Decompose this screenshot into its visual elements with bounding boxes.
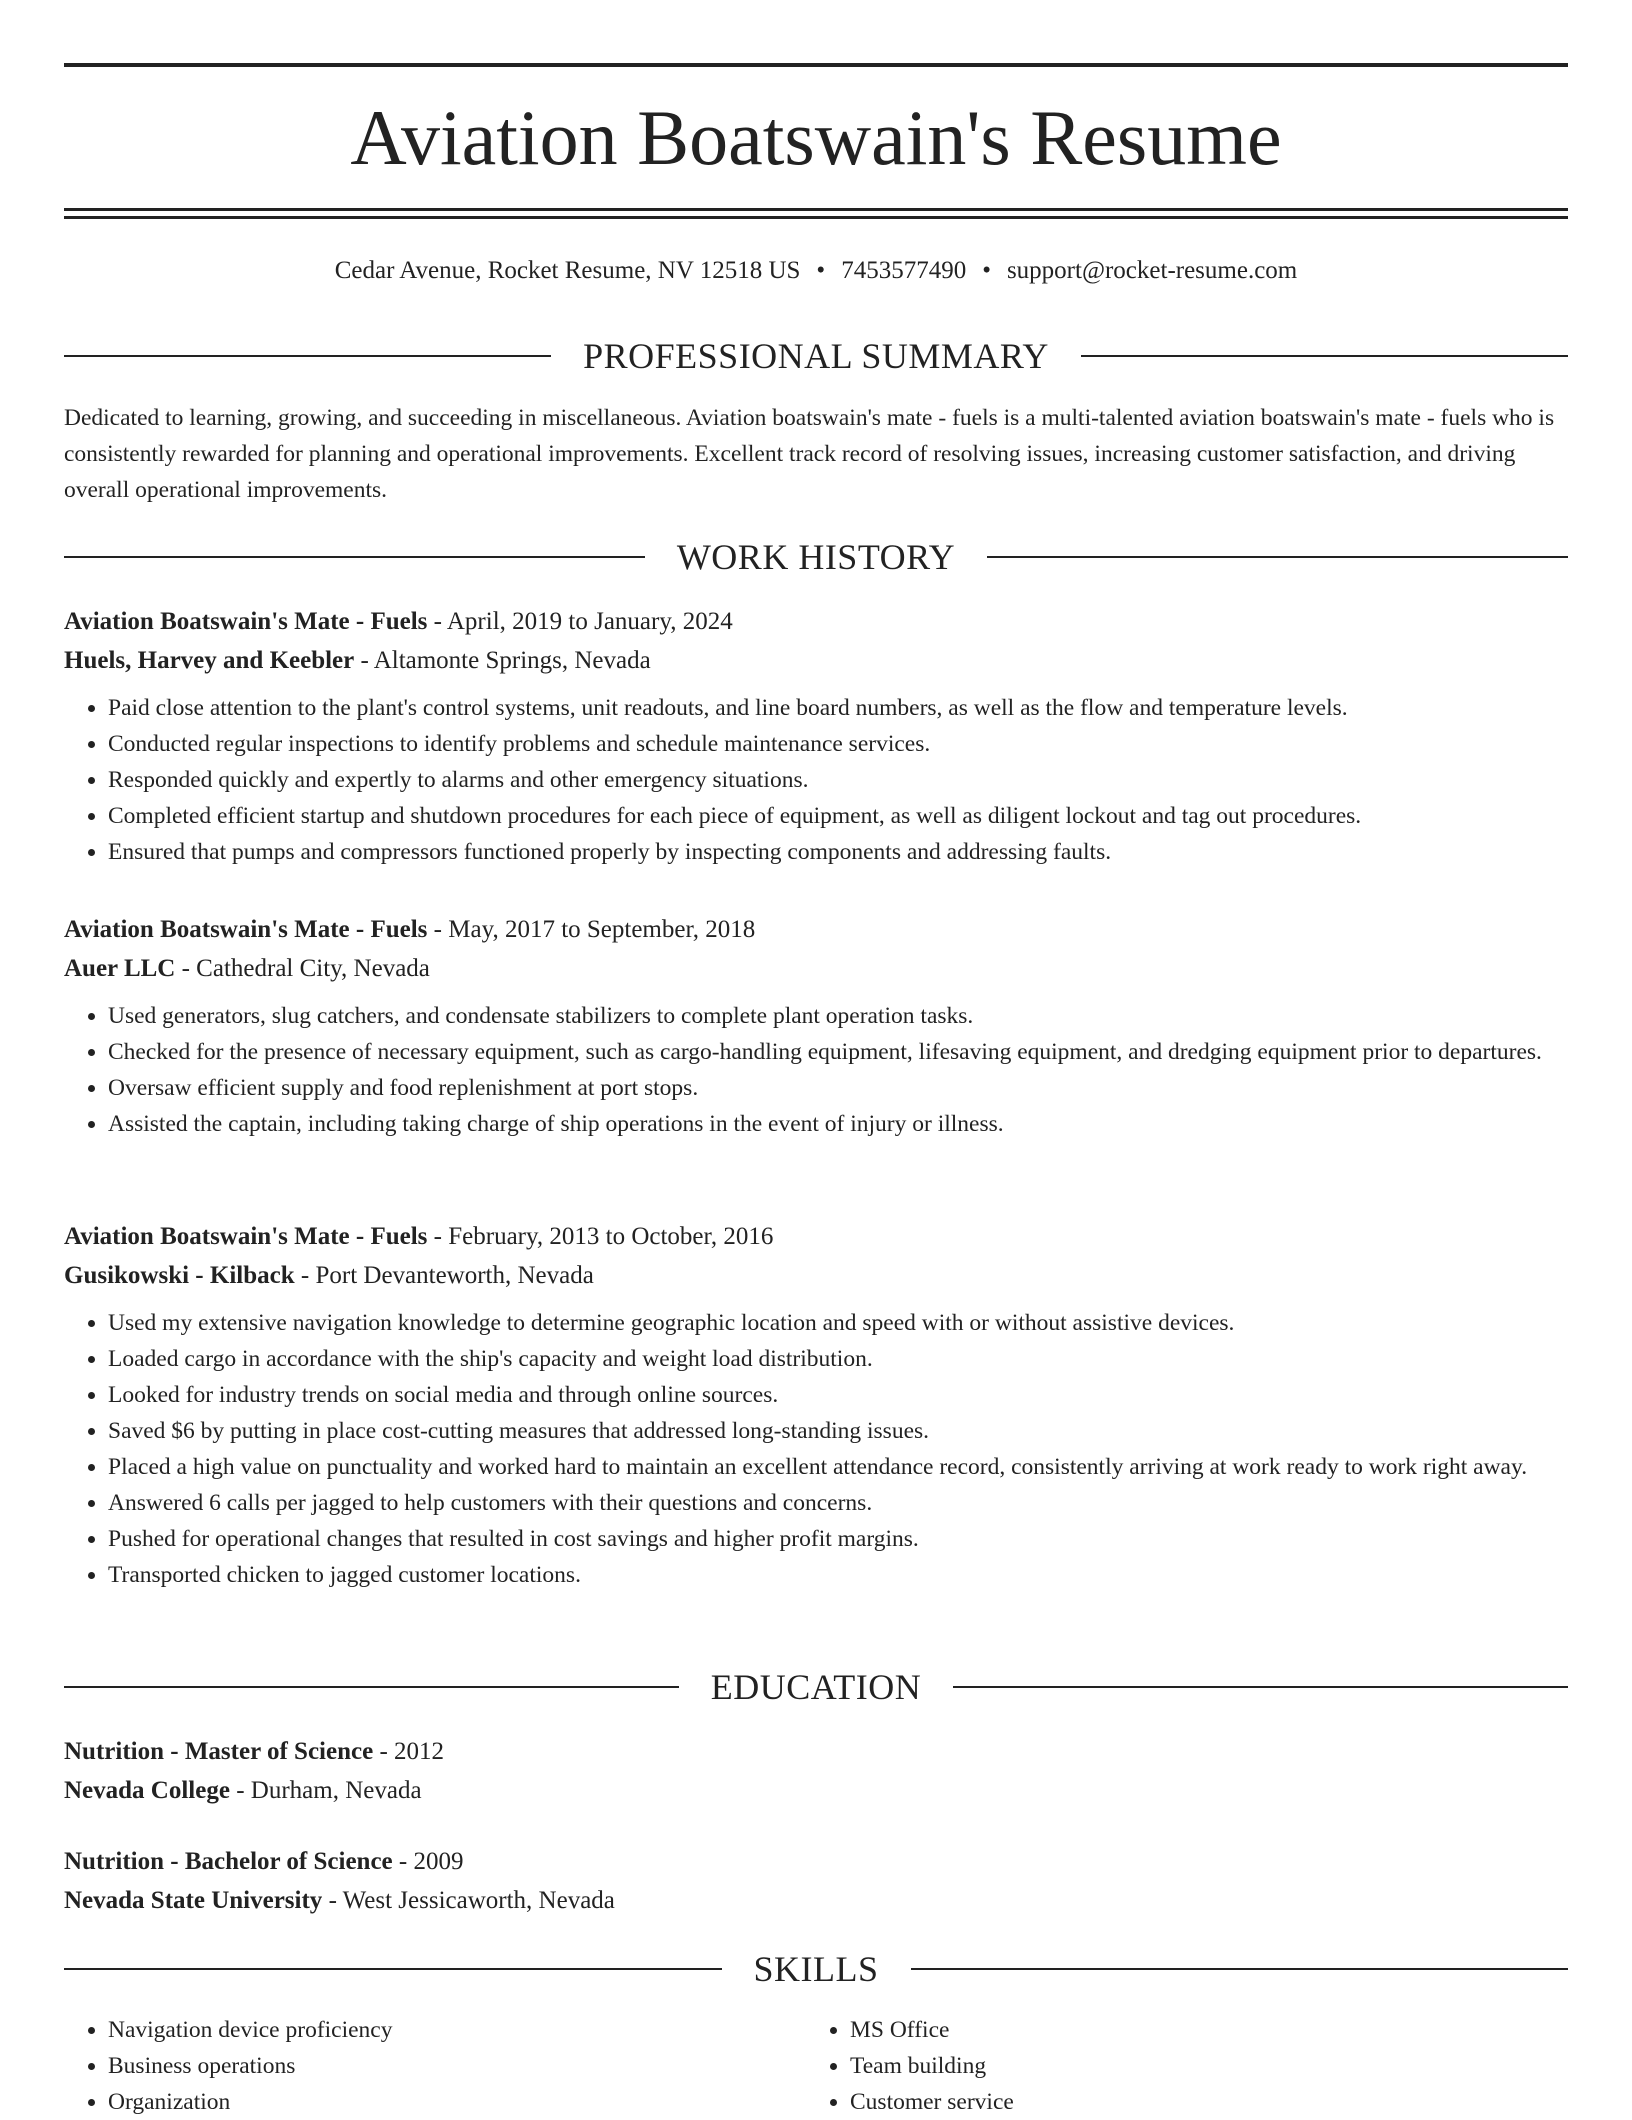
skill-item: • Navigation device proficiency [108, 2012, 764, 2048]
job-title-line [64, 1217, 1568, 1256]
section-header-work [64, 535, 1568, 579]
school-location: - West Jessicaworth, Nevada [322, 1887, 615, 1914]
job-company: Auer LLC [64, 955, 176, 982]
section-rule [1081, 355, 1568, 357]
school: Nevada State University [64, 1887, 323, 1914]
job-title-line [64, 602, 1568, 641]
list-item: • Transported chicken to jagged customer locations. [108, 1557, 1568, 1593]
job-bullets [64, 1305, 1568, 1593]
list-item: • Pushed for operational changes that resulted in cost savings and higher profit margins. [108, 1521, 1568, 1557]
section-title: PROFESSIONAL SUMMARY [583, 336, 1049, 376]
degree: Nutrition - Master of Science [64, 1738, 374, 1765]
degree-year: - 2012 [373, 1738, 445, 1765]
section-header-summary [64, 334, 1568, 378]
job-location: - Cathedral City, Nevada [175, 955, 430, 982]
section-rule [64, 355, 551, 357]
section-rule [64, 1686, 679, 1688]
section-header-education [64, 1665, 1568, 1709]
school-location: - Durham, Nevada [229, 1777, 422, 1804]
skills-list [64, 2012, 764, 2120]
list-item: • Assisted the captain, including taking charge of ship operations in the event of injury or illness. [108, 1106, 1568, 1142]
list-item: • Ensured that pumps and compressors functioned properly by inspecting components and addressing faults. [108, 834, 1568, 870]
resume-title: Aviation Boatswain's Resume [350, 94, 1282, 181]
list-item: • Paid close attention to the plant's control systems, unit readouts, and line board numbers, as well as the flow and temperature levels. [108, 690, 1568, 726]
contact-address: Cedar Avenue, Rocket Resume, NV 12518 US [334, 257, 801, 284]
section-title: SKILLS [753, 1949, 879, 1989]
title-rule-lower [64, 216, 1568, 219]
list-item: • Used generators, slug catchers, and condensate stabilizers to complete plant operation tasks. [108, 998, 1568, 1034]
job-title: Aviation Boatswain's Mate - Fuels [64, 916, 428, 943]
education-entry [64, 1732, 1568, 1810]
skills-column-right [806, 2012, 1506, 2120]
job-company-line [64, 949, 1568, 988]
contact-separator: • [982, 257, 991, 284]
section-title: EDUCATION [710, 1667, 922, 1707]
skill-item: • MS Office [850, 2012, 1506, 2048]
job-location: - Port Devanteworth, Nevada [294, 1262, 594, 1289]
list-item: • Looked for industry trends on social media and through online sources. [108, 1377, 1568, 1413]
list-item: • Completed efficient startup and shutdown procedures for each piece of equipment, as well as diligent lockout and tag out procedures. [108, 798, 1568, 834]
section-rule [911, 1968, 1569, 1970]
skill-item: • Organization [108, 2084, 764, 2120]
job-entry [64, 602, 1568, 870]
job-company-line [64, 1256, 1568, 1295]
degree-line [64, 1842, 1568, 1881]
section-rule [64, 556, 645, 558]
job-bullets [64, 998, 1568, 1142]
title-rule-upper [64, 208, 1568, 211]
job-dates: - May, 2017 to September, 2018 [427, 916, 756, 943]
job-company-line [64, 641, 1568, 680]
contact-email: support@rocket-resume.com [1006, 257, 1298, 284]
list-item: • Saved $6 by putting in place cost-cutting measures that addressed long-standing issues. [108, 1413, 1568, 1449]
skills-list [806, 2012, 1506, 2120]
job-dates: - April, 2019 to January, 2024 [427, 608, 733, 635]
degree-line [64, 1732, 1568, 1771]
list-item: • Loaded cargo in accordance with the ship's capacity and weight load distribution. [108, 1341, 1568, 1377]
education-entry [64, 1842, 1568, 1920]
job-title: Aviation Boatswain's Mate - Fuels [64, 608, 428, 635]
section-rule [987, 556, 1568, 558]
job-company: Huels, Harvey and Keebler [64, 647, 355, 674]
list-item: • Conducted regular inspections to identify problems and schedule maintenance services. [108, 726, 1568, 762]
summary-text: Dedicated to learning, growing, and succeeding in miscellaneous. Aviation boatswain's mate - fuels is a multi-talented aviation boatswain's mate - fuels who is consistently rewarded for planning and operational improvements. Excellent track record of resolving issues, increasing customer satisfaction, and driving overall operational improvements. [64, 405, 1555, 503]
degree: Nutrition - Bachelor of Science [64, 1848, 393, 1875]
contact-line [64, 254, 1568, 288]
section-title: WORK HISTORY [676, 537, 956, 577]
job-entry [64, 1217, 1568, 1593]
job-title: Aviation Boatswain's Mate - Fuels [64, 1223, 428, 1250]
degree-year: - 2009 [392, 1848, 464, 1875]
job-company: Gusikowski - Kilback [64, 1262, 295, 1289]
list-item: • Answered 6 calls per jagged to help customers with their questions and concerns. [108, 1485, 1568, 1521]
list-item: • Responded quickly and expertly to alarms and other emergency situations. [108, 762, 1568, 798]
skill-item: • Customer service [850, 2084, 1506, 2120]
skill-item: • Team building [850, 2048, 1506, 2084]
job-entry [64, 910, 1568, 1142]
school-line [64, 1881, 1568, 1920]
section-rule [64, 1968, 722, 1970]
section-rule [953, 1686, 1568, 1688]
school-line [64, 1771, 1568, 1810]
list-item: • Oversaw efficient supply and food replenishment at port stops. [108, 1070, 1568, 1106]
list-item: • Used my extensive navigation knowledge to determine geographic location and speed with or without assistive devices. [108, 1305, 1568, 1341]
skills-column-left [64, 2012, 764, 2120]
job-bullets [64, 690, 1568, 870]
contact-separator: • [816, 257, 826, 284]
top-rule [64, 63, 1568, 67]
list-item: • Checked for the presence of necessary equipment, such as cargo-handling equipment, lifesaving equipment, and dredging equipment prior to departures. [108, 1034, 1568, 1070]
job-dates: - February, 2013 to October, 2016 [427, 1223, 774, 1250]
list-item: • Placed a high value on punctuality and worked hard to maintain an excellent attendance record, consistently arriving at work ready to work right away. [108, 1449, 1568, 1485]
skill-item: • Business operations [108, 2048, 764, 2084]
school: Nevada College [64, 1777, 230, 1804]
job-title-line [64, 910, 1568, 949]
section-header-skills [64, 1947, 1568, 1991]
job-location: - Altamonte Springs, Nevada [354, 647, 651, 674]
contact-phone: 7453577490 [841, 257, 967, 284]
